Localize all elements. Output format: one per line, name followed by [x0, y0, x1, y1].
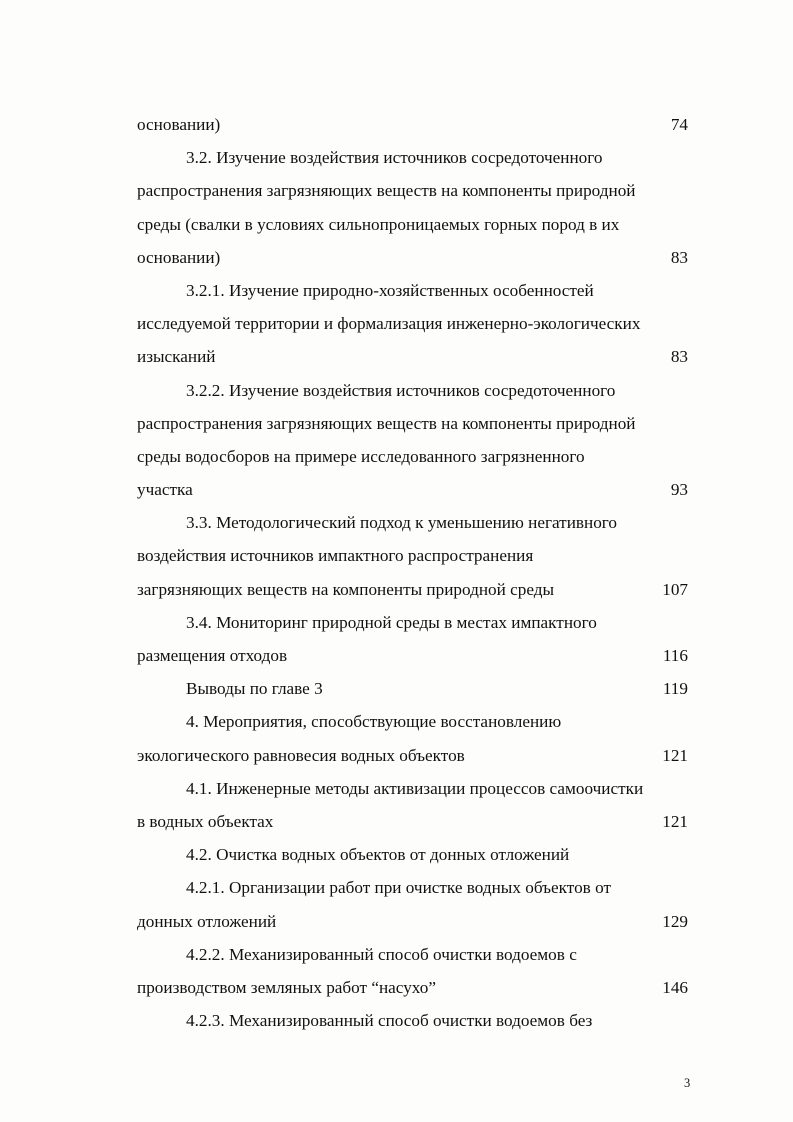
toc-line: 4.1. Инженерные методы активизации процессов самоочистки	[186, 778, 644, 798]
table-of-contents	[137, 108, 688, 1037]
toc-page-ref: 129	[662, 911, 688, 931]
toc-line: исследуемой территории и формализация инженерно-экологических	[137, 314, 641, 334]
toc-line: основании) 83	[137, 241, 688, 274]
toc-line: 4.2. Очистка водных объектов от донных отложений	[186, 845, 570, 865]
toc-line: основании) 74	[137, 108, 688, 141]
toc-line: среды (свалки в условиях сильнопроницаемых горных пород в их	[137, 214, 620, 234]
toc-page-ref: 93	[670, 480, 688, 500]
toc-page-ref: 83	[670, 347, 688, 367]
toc-page-ref: 121	[662, 811, 688, 831]
toc-line: распространения загрязняющих веществ на компоненты природной	[137, 413, 636, 433]
toc-line: загрязняющих веществ на компоненты природной среды 107	[137, 573, 688, 606]
toc-line: экологического равновесия водных объектов 121	[137, 739, 688, 772]
toc-line: среды водосборов на примере исследованного загрязненного	[137, 446, 585, 466]
toc-page-ref: 74	[670, 115, 688, 134]
toc-line: 4.2.1. Организации работ при очистке водных объектов от	[186, 878, 611, 898]
toc-line: изысканий 83	[137, 340, 688, 373]
toc-line: размещения отходов 116	[137, 639, 688, 672]
toc-line: Выводы по главе 3 119	[137, 672, 688, 705]
toc-page-ref: 121	[662, 745, 688, 765]
toc-page-ref: 119	[662, 679, 688, 699]
page-number: 3	[684, 1076, 691, 1090]
toc-page-ref: 146	[662, 977, 688, 997]
toc-page-ref: 83	[670, 247, 688, 267]
toc-line: распространения загрязняющих веществ на компоненты природной	[137, 181, 636, 201]
toc-line: воздействия источников импактного распространения	[137, 546, 534, 566]
toc-line: 3.2.1. Изучение природно-хозяйственных особенностей	[186, 280, 594, 300]
toc-line: производством земляных работ “насухо” 146	[137, 971, 688, 1004]
toc-line: в водных объектах 121	[137, 805, 688, 838]
toc-line: 3.3. Методологический подход к уменьшению негативного	[186, 513, 618, 533]
toc-line: донных отложений 129	[137, 905, 688, 938]
toc-line: участка 93	[137, 473, 688, 506]
toc-page-ref: 107	[662, 579, 688, 599]
toc-line: 4.2.3. Механизированный способ очистки водоемов без	[186, 1011, 593, 1031]
toc-line: 3.4. Мониторинг природной среды в местах импактного	[186, 612, 597, 632]
toc-page-ref: 116	[662, 646, 688, 665]
toc-line: 3.2. Изучение воздействия источников сосредоточенного	[186, 148, 603, 168]
toc-line: 4.2.2. Механизированный способ очистки водоемов с	[186, 944, 577, 964]
toc-line: 4. Мероприятия, способствующие восстановлению	[186, 712, 562, 732]
toc-line: 3.2.2. Изучение воздействия источников сосредоточенного	[186, 380, 616, 400]
